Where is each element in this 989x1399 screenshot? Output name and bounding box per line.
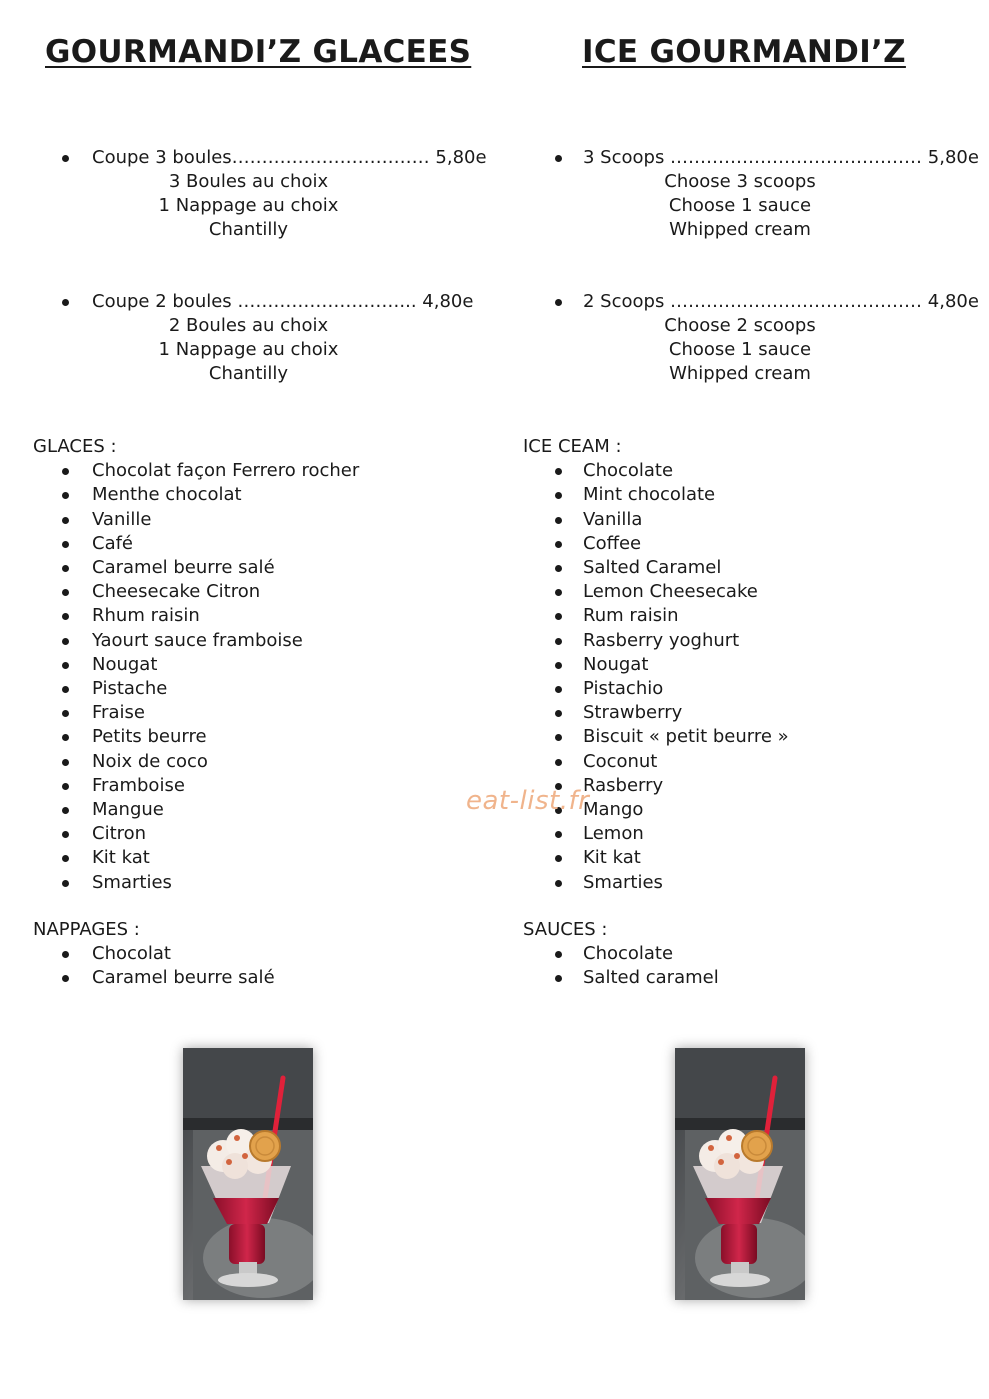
- bullet-icon: [555, 589, 562, 596]
- offer-detail: Whipped cream: [669, 219, 811, 240]
- list-item-label: Citron: [92, 823, 147, 845]
- list-item-label: Petits beurre: [92, 726, 207, 748]
- section-title: NAPPAGES :: [33, 919, 140, 940]
- list-item: [0, 774, 359, 798]
- flavour-list: [0, 459, 359, 895]
- offer-detail: Whipped cream: [669, 363, 811, 384]
- list-item: [490, 532, 789, 556]
- list-item: [490, 629, 789, 653]
- bullet-icon: [555, 686, 562, 693]
- list-item-label: Mango: [583, 799, 644, 821]
- list-item: [490, 701, 789, 725]
- bullet-icon: [555, 975, 562, 982]
- list-item-label: Fraise: [92, 702, 145, 724]
- bullet-icon: [555, 710, 562, 717]
- sauces-list-en: [490, 918, 719, 991]
- list-item-label: Chocolate: [583, 460, 674, 482]
- bullet-icon: [62, 734, 69, 741]
- list-item: [0, 846, 359, 870]
- bullet-icon: [62, 565, 69, 572]
- bullet-icon: [555, 638, 562, 645]
- list-item-label: Rasberry yoghurt: [583, 629, 740, 651]
- list-item-label: Caramel beurre salé: [92, 557, 275, 579]
- bullet-icon: [62, 662, 69, 669]
- offer-line: [490, 290, 979, 314]
- list-item-label: Cheesecake Citron: [92, 581, 261, 603]
- list-item-label: Smarties: [583, 871, 663, 893]
- bullet-icon: [555, 565, 562, 572]
- list-item: [0, 483, 359, 507]
- list-item: [0, 532, 359, 556]
- list-item: [0, 822, 359, 846]
- sauce-list: [0, 942, 275, 990]
- list-item-label: Rasberry: [583, 774, 664, 796]
- list-item-label: Kit kat: [92, 847, 150, 869]
- list-item: [0, 942, 275, 966]
- bullet-icon: [555, 492, 562, 499]
- list-item: [490, 725, 789, 749]
- list-item-label: Lemon: [583, 823, 644, 845]
- offer-detail: 2 Boules au choix: [168, 315, 329, 336]
- bullet-icon: [62, 880, 69, 887]
- list-item-label: Chocolat: [92, 943, 171, 965]
- bullet-icon: [62, 638, 69, 645]
- list-item-label: Salted Caramel: [583, 557, 722, 579]
- offer-detail: Chantilly: [208, 219, 289, 240]
- list-item: [0, 798, 359, 822]
- bullet-icon: [555, 855, 562, 862]
- offer-line: [0, 146, 487, 170]
- bullet-icon: [62, 589, 69, 596]
- bullet-icon: [555, 613, 562, 620]
- offer-detail: Choose 2 scoops: [664, 315, 816, 336]
- list-item: [0, 653, 359, 677]
- list-item-label: Framboise: [92, 774, 185, 796]
- bullet-icon: [62, 831, 69, 838]
- offer-price-line: Coupe 2 boules ………………………... 4,80e: [92, 291, 474, 312]
- bullet-icon: [62, 299, 69, 306]
- list-item-label: Nougat: [583, 653, 649, 675]
- watermark: eat-list.fr: [466, 786, 590, 816]
- bullet-icon: [62, 783, 69, 790]
- list-item-label: Kit kat: [583, 847, 641, 869]
- bullet-icon: [62, 951, 69, 958]
- flavours-list-en: [490, 435, 789, 895]
- bullet-icon: [62, 807, 69, 814]
- list-item-label: Yaourt sauce framboise: [92, 629, 303, 651]
- list-item-label: Nougat: [92, 653, 158, 675]
- flavour-list: [490, 459, 789, 895]
- bullet-icon: [555, 299, 562, 306]
- list-item: [490, 677, 789, 701]
- list-item-label: Pistache: [92, 678, 168, 700]
- list-item: [490, 871, 789, 895]
- list-item: [490, 846, 789, 870]
- list-item: [0, 701, 359, 725]
- offer-detail: Choose 1 sauce: [668, 339, 812, 360]
- bullet-icon: [62, 710, 69, 717]
- offer-line: [0, 290, 474, 314]
- english-heading: ICE GOURMANDI’Z: [582, 34, 906, 70]
- list-item: [0, 604, 359, 628]
- bullet-icon: [62, 541, 69, 548]
- bullet-icon: [62, 517, 69, 524]
- bullet-icon: [555, 662, 562, 669]
- bullet-icon: [62, 855, 69, 862]
- list-item-label: Chocolate: [583, 943, 674, 965]
- list-item-label: Rum raisin: [583, 605, 679, 627]
- list-item: [490, 580, 789, 604]
- bullet-icon: [555, 880, 562, 887]
- sauces-list-fr: [0, 918, 275, 991]
- list-item: [490, 604, 789, 628]
- list-item-label: Lemon Cheesecake: [583, 581, 758, 603]
- list-item-label: Mint chocolate: [583, 484, 716, 506]
- list-item-label: Pistachio: [583, 678, 664, 700]
- list-item: [0, 725, 359, 749]
- bullet-icon: [62, 686, 69, 693]
- offer-detail: Choose 1 sauce: [668, 195, 812, 216]
- bullet-icon: [62, 155, 69, 162]
- list-item: [490, 942, 719, 966]
- list-item: [490, 459, 789, 483]
- list-item: [490, 556, 789, 580]
- ice-cream-sundae-photo: [675, 1048, 805, 1300]
- list-item: [0, 556, 359, 580]
- section-title: SAUCES :: [523, 919, 608, 940]
- bullet-icon: [555, 155, 562, 162]
- list-item: [0, 459, 359, 483]
- offer-detail: 1 Nappage au choix: [158, 195, 339, 216]
- list-item: [490, 750, 789, 774]
- offer-price-line: 3 Scoops …………………………………… 5,80e: [583, 147, 979, 168]
- list-item: [0, 677, 359, 701]
- list-item-label: Coconut: [583, 750, 658, 772]
- list-item: [490, 508, 789, 532]
- ice-cream-sundae-photo: [183, 1048, 313, 1300]
- offer-detail: Chantilly: [208, 363, 289, 384]
- list-item: [0, 750, 359, 774]
- list-item-label: Biscuit « petit beurre »: [583, 726, 789, 748]
- bullet-icon: [555, 951, 562, 958]
- list-item-label: Mangue: [92, 799, 164, 821]
- bullet-icon: [555, 831, 562, 838]
- offer-detail: Choose 3 scoops: [664, 171, 816, 192]
- offer-price-line: 2 Scoops …………………………………… 4,80e: [583, 291, 979, 312]
- offer-3-scoops-fr: [0, 146, 487, 242]
- list-item: [490, 822, 789, 846]
- list-item-label: Caramel beurre salé: [92, 967, 275, 989]
- offer-detail: 3 Boules au choix: [168, 171, 329, 192]
- list-item-label: Salted caramel: [583, 967, 719, 989]
- list-item-label: Coffee: [583, 532, 642, 554]
- offer-2-scoops-en: [490, 290, 979, 386]
- list-item-label: Strawberry: [583, 702, 683, 724]
- list-item: [0, 508, 359, 532]
- list-item: [490, 966, 719, 990]
- offer-3-scoops-en: [490, 146, 979, 242]
- offer-line: [490, 146, 979, 170]
- flavours-list-fr: [0, 435, 359, 895]
- french-heading: GOURMANDI’Z GLACEES: [45, 34, 472, 70]
- bullet-icon: [62, 613, 69, 620]
- list-item-label: Noix de coco: [92, 750, 208, 772]
- bullet-icon: [555, 734, 562, 741]
- bullet-icon: [555, 468, 562, 475]
- list-item: [0, 871, 359, 895]
- list-item-label: Vanilla: [583, 508, 643, 530]
- bullet-icon: [62, 468, 69, 475]
- section-title: GLACES :: [33, 436, 117, 457]
- bullet-icon: [62, 759, 69, 766]
- offer-2-scoops-fr: [0, 290, 474, 386]
- list-item-label: Café: [92, 532, 134, 554]
- list-item: [490, 483, 789, 507]
- bullet-icon: [555, 541, 562, 548]
- list-item-label: Smarties: [92, 871, 172, 893]
- list-item: [0, 580, 359, 604]
- list-item-label: Vanille: [92, 508, 152, 530]
- list-item-label: Menthe chocolat: [92, 484, 242, 506]
- list-item: [490, 653, 789, 677]
- offer-price-line: Coupe 3 boules…………………………… 5,80e: [92, 147, 487, 168]
- bullet-icon: [555, 759, 562, 766]
- offer-detail: 1 Nappage au choix: [158, 339, 339, 360]
- bullet-icon: [555, 517, 562, 524]
- list-item-label: Rhum raisin: [92, 605, 200, 627]
- list-item: [0, 966, 275, 990]
- list-item: [0, 629, 359, 653]
- bullet-icon: [62, 492, 69, 499]
- bullet-icon: [62, 975, 69, 982]
- section-title: ICE CEAM :: [523, 436, 622, 457]
- sauce-list: [490, 942, 719, 990]
- list-item-label: Chocolat façon Ferrero rocher: [92, 460, 360, 482]
